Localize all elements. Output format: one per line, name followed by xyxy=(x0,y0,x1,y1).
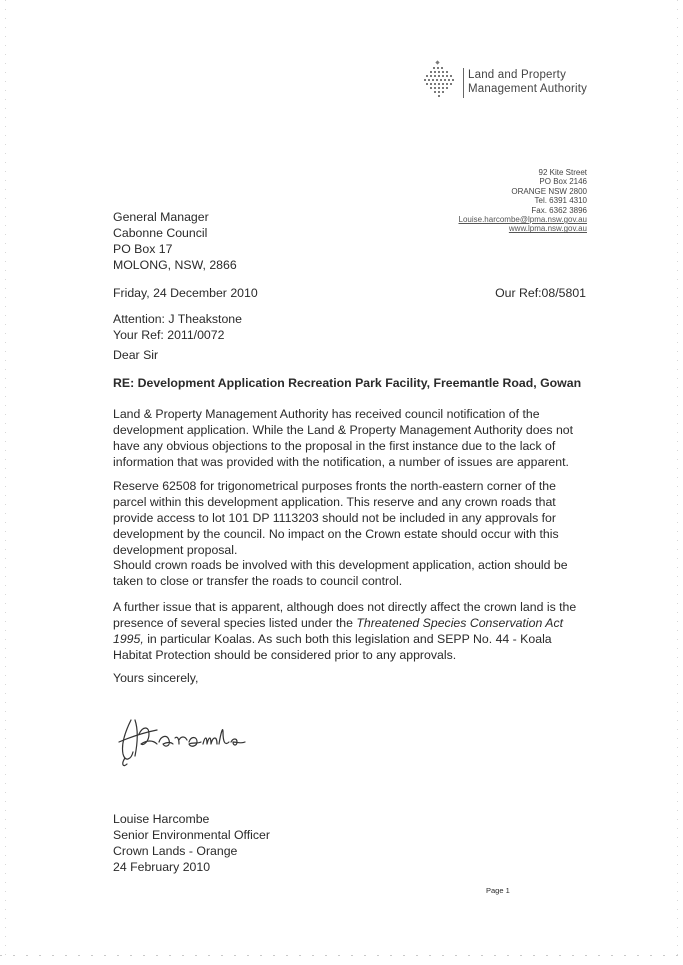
body-paragraph-3: Should crown roads be involved with this development application, action should be taken to close or transfer the roads to council control. xyxy=(113,558,568,588)
scan-edge-bottom xyxy=(0,955,683,956)
salutation: Dear Sir xyxy=(113,348,159,362)
org-name xyxy=(468,68,587,96)
phone-line: Tel. 6391 4310 xyxy=(534,196,587,206)
recipient-line: PO Box 17 xyxy=(113,242,173,256)
letter-date: Friday, 24 December 2010 xyxy=(113,286,258,300)
address-line: 92 Kite Street xyxy=(538,168,587,177)
paragraph-4-text-end: in particular Koalas. As such both this legislation and SEPP No. 44 - Koala Habitat Protection should be considered prior to any approvals. xyxy=(113,632,552,662)
signatory-title: Senior Environmental Officer xyxy=(113,828,270,842)
page-number: Page 1 xyxy=(486,886,510,895)
signatory-block xyxy=(113,811,270,875)
org-name-line1: Land and Property xyxy=(468,69,567,81)
email-link[interactable]: Louise.harcombe@lpma.nsw.gov.au xyxy=(458,215,587,225)
recipient-line: MOLONG, NSW, 2866 xyxy=(113,258,237,272)
your-reference: Your Ref: 2011/0072 xyxy=(113,328,225,342)
body-paragraph-4 xyxy=(113,599,583,663)
recipient-line: General Manager xyxy=(113,210,209,224)
body-paragraph-1: Land & Property Management Authority has received council notification of the development application. While the Land & Property Management Authority does not have any obvious objections to the proposal in the first instance due to the lack of information that was provided with the notification, a number of issues are apparent. xyxy=(113,407,574,469)
signatory-office: Crown Lands - Orange xyxy=(113,844,238,858)
handwritten-signature xyxy=(113,712,253,772)
logo-divider xyxy=(463,68,464,98)
signatory-name: Louise Harcombe xyxy=(113,812,210,826)
org-name-line2: Management Authority xyxy=(468,83,588,95)
body-paragraph-2: Reserve 62508 for trigonometrical purposes fronts the north-eastern corner of the parcel within this development application. This reserve and any crown roads that provide access to lot 101 DP 1113203 should not be included in any approvals for development by the council. No impact on the Crown estate should occur with this development proposal. xyxy=(113,479,559,557)
recipient-address xyxy=(113,209,237,273)
signature-date: 24 February 2010 xyxy=(113,860,211,874)
lpma-logo-icon xyxy=(420,60,462,102)
subject-line: RE: Development Application Recreation Park Facility, Freemantle Road, Gowan xyxy=(113,376,582,390)
address-line: ORANGE NSW 2800 xyxy=(511,186,587,196)
address-line: PO Box 2146 xyxy=(539,177,587,187)
sender-address xyxy=(459,168,588,234)
our-reference: Our Ref:08/5801 xyxy=(495,286,586,300)
paragraph-4-text: A further issue that is apparent, although does not directly affect the crown land is the presence of several species listed under the xyxy=(113,600,577,630)
recipient-line: Cabonne Council xyxy=(113,226,208,240)
website-link[interactable]: www.lpma.nsw.gov.au xyxy=(508,224,587,234)
attention-line xyxy=(113,311,242,343)
scan-edge-left xyxy=(5,0,6,955)
closing: Yours sincerely, xyxy=(113,671,199,685)
act-title: Threatened Species Conservation Act 1995, xyxy=(113,616,564,646)
attention: Attention: J Theakstone xyxy=(113,312,242,326)
fax-line: Fax. 6362 3896 xyxy=(531,205,587,215)
scan-edge-right xyxy=(677,0,678,955)
